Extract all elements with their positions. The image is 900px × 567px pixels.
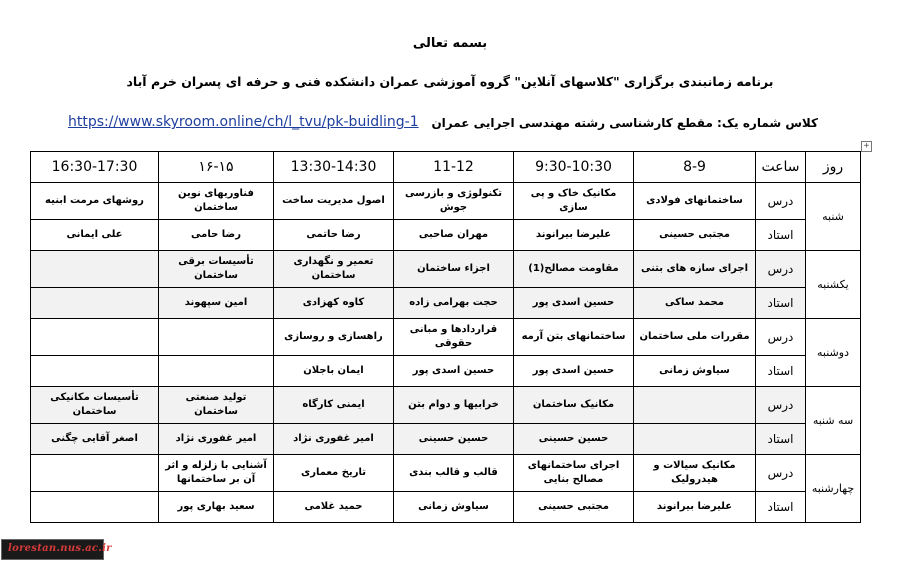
course-cell: آشنایی با زلزله و اثر آن بر ساختمانها [159,455,274,492]
course-cell: تأسیسات برقی ساختمان [159,251,274,288]
teacher-cell: امیر غفوری نژاد [274,424,394,455]
course-cell: قالب و قالب بندی [394,455,514,492]
table-header-row [31,152,861,183]
course-cell: روشهای مرمت ابنیه [31,183,159,220]
teacher-cell: مجتبی حسینی [634,220,756,251]
class-label: کلاس شماره یک: مقطع کارشناسی رشته مهندسی اجرایی عمران [431,116,818,130]
course-cell: ایمنی کارگاه [274,387,394,424]
course-row [31,251,861,288]
time-slot-header: ۱۶-۱۵ [159,152,274,183]
move-plus-icon[interactable]: + [861,141,872,152]
time-slot-header: 11-12 [394,152,514,183]
schedule-table [30,151,861,523]
teacher-cell: امین سپهوند [159,288,274,319]
teacher-cell: اصغر آقایی چگنی [31,424,159,455]
teacher-row [31,492,861,523]
course-row [31,455,861,492]
course-cell: فناوریهای نوین ساختمان [159,183,274,220]
course-cell: تعمیر و نگهداری ساختمان [274,251,394,288]
teacher-cell: رضا حاتمی [274,220,394,251]
course-cell: اجرای سازه های بتنی [634,251,756,288]
teacher-cell: محمد ساکی [634,288,756,319]
teacher-cell [31,492,159,523]
time-slot-header: 13:30-14:30 [274,152,394,183]
teacher-row [31,288,861,319]
teacher-cell: رضا حامی [159,220,274,251]
class-info-line [68,114,818,134]
course-label: درس [756,455,806,492]
teacher-cell: مهران صاحبی [394,220,514,251]
course-row [31,319,861,356]
teacher-label: استاد [756,288,806,319]
course-label: درس [756,251,806,288]
course-cell: راهسازی و روسازی [274,319,394,356]
header-day: روز [806,152,861,183]
teacher-cell [31,288,159,319]
teacher-cell: حسین اسدی پور [514,288,634,319]
course-cell: قراردادها و مبانی حقوقی [394,319,514,356]
header-time: ساعت [756,152,806,183]
course-cell: تکنولوژی و بازرسی جوش [394,183,514,220]
course-cell: تاریخ معماری [274,455,394,492]
course-cell [159,319,274,356]
teacher-cell: حسین اسدی پور [514,356,634,387]
course-cell: ساختمانهای فولادی [634,183,756,220]
course-label: درس [756,183,806,220]
day-name: سه شنبه [806,387,861,455]
teacher-label: استاد [756,356,806,387]
time-slot-header: 9:30-10:30 [514,152,634,183]
teacher-label: استاد [756,220,806,251]
teacher-cell: امیر غفوری نژاد [159,424,274,455]
course-cell [634,387,756,424]
teacher-label: استاد [756,492,806,523]
watermark-text: lorestan.nus.ac.ir [8,543,112,554]
day-name: یکشنبه [806,251,861,319]
teacher-cell: علیرضا بیرانوند [514,220,634,251]
course-cell: مکانیک خاک و پی سازی [514,183,634,220]
teacher-row [31,424,861,455]
course-cell: مقاومت مصالح(1) [514,251,634,288]
schedule-title: برنامه زمانبندی برگزاری "کلاسهای آنلاین" گروه آموزشی عمران دانشکده فنی و حرفه ای پسران خرم آباد [126,74,774,89]
course-row [31,183,861,220]
teacher-cell: علی ایمانی [31,220,159,251]
bismillah-heading: بسمه تعالی [412,36,488,51]
teacher-cell: ایمان باجلان [274,356,394,387]
course-cell: تولید صنعتی ساختمان [159,387,274,424]
day-name: دوشنبه [806,319,861,387]
course-cell: مکانیک ساختمان [514,387,634,424]
course-row [31,387,861,424]
teacher-cell [634,424,756,455]
teacher-row [31,220,861,251]
time-slot-header: 8-9 [634,152,756,183]
teacher-label: استاد [756,424,806,455]
course-cell: خرابیها و دوام بتن [394,387,514,424]
course-label: درس [756,319,806,356]
teacher-cell: مجتبی حسینی [514,492,634,523]
day-name: شنبه [806,183,861,251]
teacher-cell: حسین حسینی [514,424,634,455]
teacher-cell [31,356,159,387]
time-slot-header: 16:30-17:30 [31,152,159,183]
class-link[interactable]: https://www.skyroom.online/ch/l_tvu/pk-buidling-1 [68,114,419,130]
course-cell: اجزاء ساختمان [394,251,514,288]
teacher-cell: حسین اسدی پور [394,356,514,387]
course-cell [31,319,159,356]
course-label: درس [756,387,806,424]
teacher-cell: سعید بهاری پور [159,492,274,523]
course-cell: مکانیک سیالات و هیدرولیک [634,455,756,492]
day-name: چهارشنبه [806,455,861,523]
teacher-cell: حسین حسینی [394,424,514,455]
teacher-cell [159,356,274,387]
course-cell: ساختمانهای بتن آرمه [514,319,634,356]
teacher-cell: کاوه کهزادی [274,288,394,319]
course-cell [31,251,159,288]
teacher-cell: حجت بهرامی زاده [394,288,514,319]
teacher-cell: علیرضا بیرانوند [634,492,756,523]
course-cell: تأسیسات مکانیکی ساختمان [31,387,159,424]
course-cell [31,455,159,492]
teacher-cell: سیاوش زمانی [634,356,756,387]
teacher-cell: سیاوش زمانی [394,492,514,523]
teacher-cell: حمید غلامی [274,492,394,523]
teacher-row [31,356,861,387]
course-cell: اجرای ساختمانهای مصالح بنایی [514,455,634,492]
site-watermark [1,539,112,560]
course-cell: اصول مدیریت ساخت [274,183,394,220]
course-cell: مقررات ملی ساختمان [634,319,756,356]
